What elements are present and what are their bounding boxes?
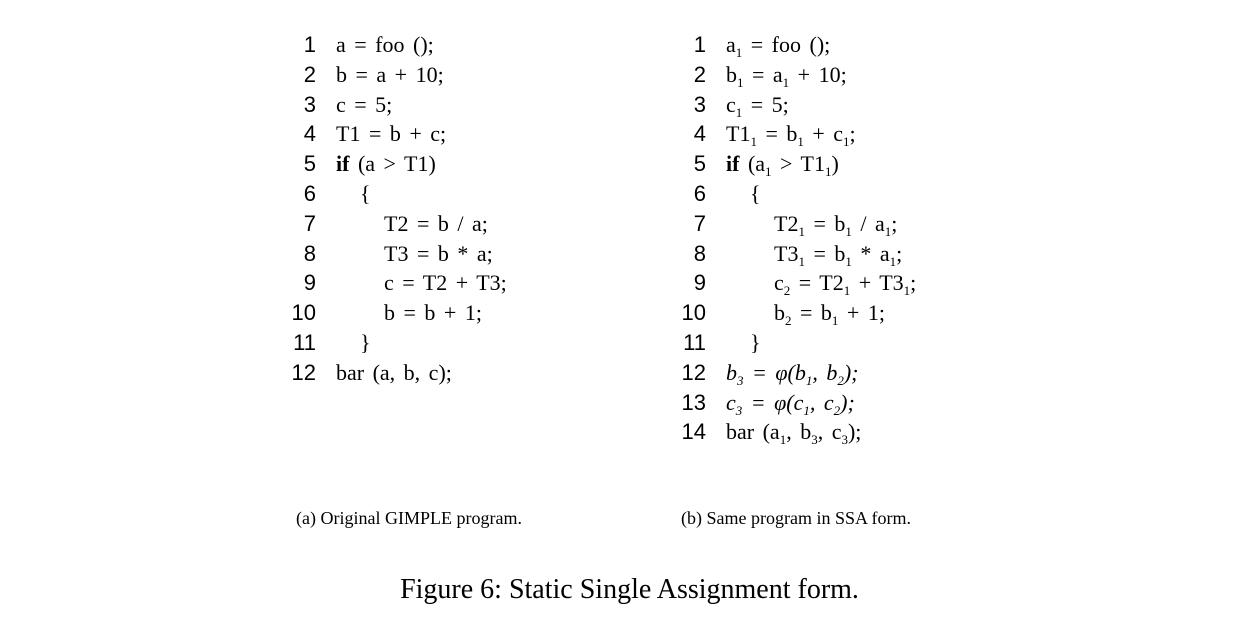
code-token: ); <box>847 419 862 445</box>
subscript: 1 <box>884 223 892 239</box>
line-number: 10 <box>291 300 316 326</box>
code-text <box>384 268 507 298</box>
code-token: + T3 <box>850 270 904 296</box>
line-number: 10 <box>681 300 706 326</box>
subscript: 1 <box>831 313 839 329</box>
code-token: a = foo (); <box>336 32 434 57</box>
code-token: b = a + 10; <box>336 61 444 87</box>
subscript: 3 <box>737 372 744 388</box>
code-token: ; <box>849 121 856 147</box>
subscript: 1 <box>825 164 832 180</box>
code-token: ; <box>896 240 903 266</box>
code-token: c <box>726 91 736 117</box>
code-token: } <box>360 329 371 355</box>
code-token: = b <box>756 121 798 147</box>
line-number: 6 <box>693 180 706 206</box>
code-token: (a <box>739 151 766 177</box>
subscript: 1 <box>845 223 852 239</box>
code-token: ); <box>843 359 859 385</box>
code-text <box>384 209 488 239</box>
code-text <box>336 119 446 149</box>
code-token: c <box>774 270 784 296</box>
line-number: 5 <box>303 151 316 177</box>
code-token: T2 <box>774 210 799 236</box>
code-text <box>750 179 761 209</box>
code-token: T1 = b + c; <box>336 121 447 147</box>
code-token: + c <box>803 121 844 147</box>
code-text <box>726 90 789 123</box>
code-token: bar (a <box>726 419 780 445</box>
code-token: > T1 <box>771 151 825 177</box>
code-token: ; <box>891 210 898 236</box>
code-token: a <box>726 32 736 57</box>
code-token: , b <box>812 359 838 385</box>
code-token: ; <box>910 270 917 296</box>
code-token: c = 5; <box>336 91 393 117</box>
subscript: 1 <box>805 372 813 388</box>
subscript: 3 <box>811 432 818 448</box>
code-text <box>726 149 839 182</box>
code-token: = 5; <box>742 91 789 117</box>
code-text <box>726 119 856 152</box>
code-token: = b <box>804 210 846 236</box>
code-token: { <box>360 180 371 206</box>
code-token: , c <box>817 419 842 445</box>
code-text <box>726 358 859 391</box>
code-token: c <box>726 389 736 415</box>
code-token: if <box>726 151 740 177</box>
code-token: } <box>750 329 761 355</box>
code-text <box>336 149 436 179</box>
code-token: , c <box>809 389 834 415</box>
code-token: T1 <box>726 121 751 147</box>
subscript: 1 <box>735 104 743 120</box>
line-number: 14 <box>681 419 706 445</box>
code-token: if <box>336 151 350 177</box>
code-text <box>726 388 855 421</box>
code-text <box>336 358 452 388</box>
code-token: T3 = b * a; <box>384 240 493 266</box>
subscript: 2 <box>837 372 844 388</box>
line-number: 8 <box>303 240 316 266</box>
subscript: 1 <box>889 253 897 269</box>
line-number: 7 <box>303 210 316 236</box>
line-number: 9 <box>303 270 316 296</box>
subcaption-b: (b) Same program in SSA form. <box>681 508 911 528</box>
code-token: , b <box>786 419 812 445</box>
subscript: 1 <box>903 283 911 299</box>
code-token: = b <box>791 300 832 326</box>
line-number: 2 <box>693 61 706 87</box>
figure-caption: Figure 6: Static Single Assignment form. <box>400 574 859 605</box>
code-token: + 10; <box>789 61 847 87</box>
code-token: * a <box>851 240 890 266</box>
line-number: 8 <box>693 240 706 266</box>
code-text <box>360 179 371 209</box>
line-number: 3 <box>303 91 316 117</box>
code-token: ); <box>840 389 855 415</box>
subscript: 1 <box>797 134 804 150</box>
line-number: 4 <box>693 121 706 147</box>
code-token: T3 <box>774 240 799 266</box>
code-token: = φ(c <box>742 389 804 415</box>
code-text <box>336 90 392 120</box>
line-number: 12 <box>291 359 316 385</box>
code-text <box>384 298 482 328</box>
code-text <box>750 328 761 358</box>
subscript: 1 <box>779 432 787 448</box>
subscript: 2 <box>785 313 792 329</box>
code-token: = a <box>743 61 783 87</box>
line-number: 11 <box>293 329 316 355</box>
subscript: 3 <box>841 432 848 448</box>
subscript: 3 <box>735 402 743 418</box>
line-number: 12 <box>681 359 706 385</box>
subscript: 1 <box>782 74 790 90</box>
subscript: 1 <box>765 164 772 180</box>
line-number: 13 <box>681 389 706 415</box>
line-number: 5 <box>693 151 706 177</box>
subscript: 1 <box>798 223 805 239</box>
code-token: T2 = b / a; <box>384 210 488 236</box>
code-token: b <box>774 300 785 326</box>
code-text <box>774 298 885 331</box>
code-token: = φ(b <box>743 359 806 385</box>
subscript: 1 <box>803 402 810 418</box>
subscript: 1 <box>737 74 744 90</box>
code-token: ) <box>831 151 839 177</box>
code-text <box>360 328 371 358</box>
code-token: + 1; <box>838 300 885 326</box>
subcaption-a: (a) Original GIMPLE program. <box>296 508 522 528</box>
subscript: 1 <box>845 253 852 269</box>
code-token: = foo (); <box>742 32 831 57</box>
code-token: b <box>726 61 737 87</box>
code-text <box>336 30 434 60</box>
code-text <box>726 30 830 63</box>
line-number: 1 <box>693 32 706 57</box>
code-token: c = T2 + T3; <box>384 270 507 296</box>
subscript: 1 <box>798 253 805 269</box>
line-number: 1 <box>303 32 316 57</box>
code-token: (a > T1) <box>349 151 436 177</box>
code-text <box>384 239 493 269</box>
code-token: bar (a, b, c); <box>336 359 452 385</box>
line-number: 4 <box>303 121 316 147</box>
subscript: 1 <box>735 45 743 60</box>
code-token: { <box>750 180 761 206</box>
line-number: 3 <box>693 91 706 117</box>
code-token: = T2 <box>790 270 844 296</box>
subscript: 1 <box>750 134 757 150</box>
subscript: 2 <box>833 402 841 418</box>
code-token: = b <box>804 240 846 266</box>
line-number: 11 <box>683 329 706 355</box>
line-number: 9 <box>693 270 706 296</box>
code-token: b = b + 1; <box>384 300 482 326</box>
code-text <box>726 417 861 450</box>
subscript: 1 <box>843 283 851 299</box>
line-number: 7 <box>693 210 706 236</box>
code-token: b <box>726 359 737 385</box>
code-text <box>726 60 847 93</box>
code-text <box>774 209 897 242</box>
line-number: 6 <box>303 180 316 206</box>
code-token: / a <box>851 210 885 236</box>
code-text <box>774 268 916 301</box>
subscript: 2 <box>783 283 791 299</box>
subscript: 1 <box>843 134 850 150</box>
line-number: 2 <box>303 61 316 87</box>
code-text <box>336 60 444 90</box>
code-text <box>774 239 902 272</box>
